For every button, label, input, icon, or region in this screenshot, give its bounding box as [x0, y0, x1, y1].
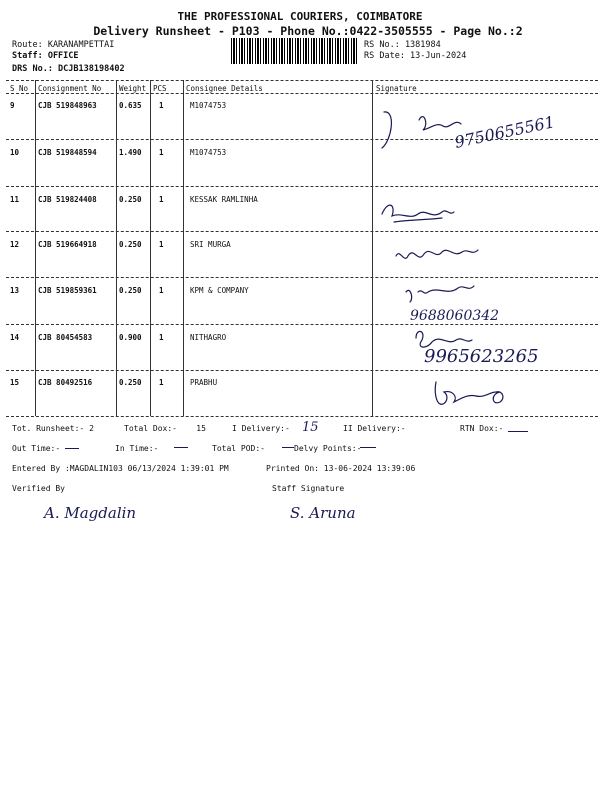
row-consignee: PRABHU [190, 378, 218, 387]
row-pcs: 1 [159, 240, 164, 249]
row-weight: 0.900 [119, 333, 142, 342]
col-divider [372, 80, 373, 416]
row-weight: 0.250 [119, 286, 142, 295]
pen-mark [65, 448, 79, 449]
i-delivery: I Delivery:- [232, 424, 290, 433]
total-pod: Total POD:- [212, 444, 265, 453]
row-consignee: KESSAK RAMLINHA [190, 195, 258, 204]
ii-delivery: II Delivery:- [343, 424, 406, 433]
staff-signature [286, 494, 396, 528]
in-time: In Time:- [115, 444, 159, 453]
barcode [231, 38, 358, 64]
handwritten-signature [392, 240, 502, 270]
entered-by: Entered By :MAGDALIN103 06/13/2024 1:39:01 PM [12, 464, 229, 473]
row-divider [6, 416, 598, 417]
row-consignment: CJB 519848963 [38, 101, 97, 110]
row-sno: 11 [10, 195, 20, 204]
printed-on: Printed On: 13-06-2024 13:39:06 [266, 464, 416, 473]
row-divider [6, 231, 598, 232]
col-divider [35, 80, 36, 416]
staff-signature-text: S. Aruna [290, 504, 356, 522]
col-divider [183, 80, 184, 416]
runsheet-title: Delivery Runsheet - P103 - Phone No.:0422-3505555 - Page No.:2 [93, 24, 523, 38]
row-sno: 9 [10, 101, 15, 110]
col-divider [150, 80, 151, 416]
verified-by-signature [40, 494, 160, 528]
row-pcs: 1 [159, 286, 164, 295]
signature-phone-note: 9750655561 [452, 112, 557, 152]
row-weight: 0.250 [119, 195, 142, 204]
col-consignee: Consignee Details [186, 84, 263, 93]
row-consignee: SRI MURGA [190, 240, 231, 249]
col-sno: S No [10, 84, 29, 93]
pen-mark [282, 447, 294, 448]
row-weight: 0.250 [119, 378, 142, 387]
row-divider [6, 277, 598, 278]
row-consignee: NITHAGRO [190, 333, 227, 342]
pen-mark [174, 447, 188, 448]
drs-number: DRS No.: DCJB138198402 [12, 64, 125, 74]
handwritten-signature [412, 324, 592, 369]
company-name: THE PROFESSIONAL COURIERS, COIMBATORE [177, 10, 423, 23]
row-sno: 12 [10, 240, 20, 249]
row-divider [6, 80, 598, 81]
out-time: Out Time:- [12, 444, 61, 453]
signature-phone-note: 9688060342 [410, 308, 500, 324]
total-dox: Total Dox:- 15 [124, 424, 206, 433]
row-divider [6, 370, 598, 371]
row-pcs: 1 [159, 333, 164, 342]
row-divider [6, 186, 598, 187]
row-weight: 1.490 [119, 148, 142, 157]
i-delivery-value: 15 [302, 420, 319, 435]
handwritten-signature [374, 192, 494, 232]
rtn-dox: RTN Dox:- [460, 424, 504, 433]
handwritten-signature [374, 100, 574, 170]
row-consignment: CJB 519824408 [38, 195, 97, 204]
row-pcs: 1 [159, 148, 164, 157]
row-weight: 0.250 [119, 240, 142, 249]
tot-runsheet: Tot. Runsheet:- 2 [12, 424, 94, 433]
col-pcs: PCS [153, 84, 167, 93]
col-signature: Signature [376, 84, 417, 93]
row-weight: 0.635 [119, 101, 142, 110]
pen-mark [508, 431, 528, 432]
row-pcs: 1 [159, 378, 164, 387]
signature-phone-note: 9965623265 [424, 346, 539, 367]
rs-date: RS Date: 13-Jun-2024 [364, 51, 467, 61]
row-consignment: CJB 519848594 [38, 148, 97, 157]
delvy-points: Delvy Points:- [294, 444, 362, 453]
row-sno: 10 [10, 148, 20, 157]
pen-mark [360, 447, 376, 448]
row-consignee: M1074753 [190, 101, 227, 110]
row-consignment: CJB 519859361 [38, 286, 97, 295]
row-pcs: 1 [159, 101, 164, 110]
row-sno: 15 [10, 378, 20, 387]
row-consignment: CJB 80492516 [38, 378, 93, 387]
row-consignment: CJB 519664918 [38, 240, 97, 249]
row-consignee: M1074753 [190, 148, 227, 157]
col-consignment: Consignment No [38, 84, 102, 93]
handwritten-signature [402, 280, 562, 325]
rs-number: RS No.: 1381984 [364, 40, 441, 50]
route: Route: KARANAMPETTAI [12, 40, 115, 50]
staff-signature-label: Staff Signature [272, 484, 345, 493]
row-sno: 14 [10, 333, 20, 342]
staff: Staff: OFFICE [12, 51, 79, 61]
row-pcs: 1 [159, 195, 164, 204]
verified-signature-text: A. Magdalin [44, 504, 137, 522]
row-consignment: CJB 80454583 [38, 333, 93, 342]
handwritten-signature [430, 374, 540, 410]
row-consignee: KPM & COMPANY [190, 286, 249, 295]
row-divider [6, 93, 598, 94]
col-divider [116, 80, 117, 416]
row-sno: 13 [10, 286, 20, 295]
col-weight: Weight [119, 84, 147, 93]
verified-by-label: Verified By [12, 484, 65, 493]
